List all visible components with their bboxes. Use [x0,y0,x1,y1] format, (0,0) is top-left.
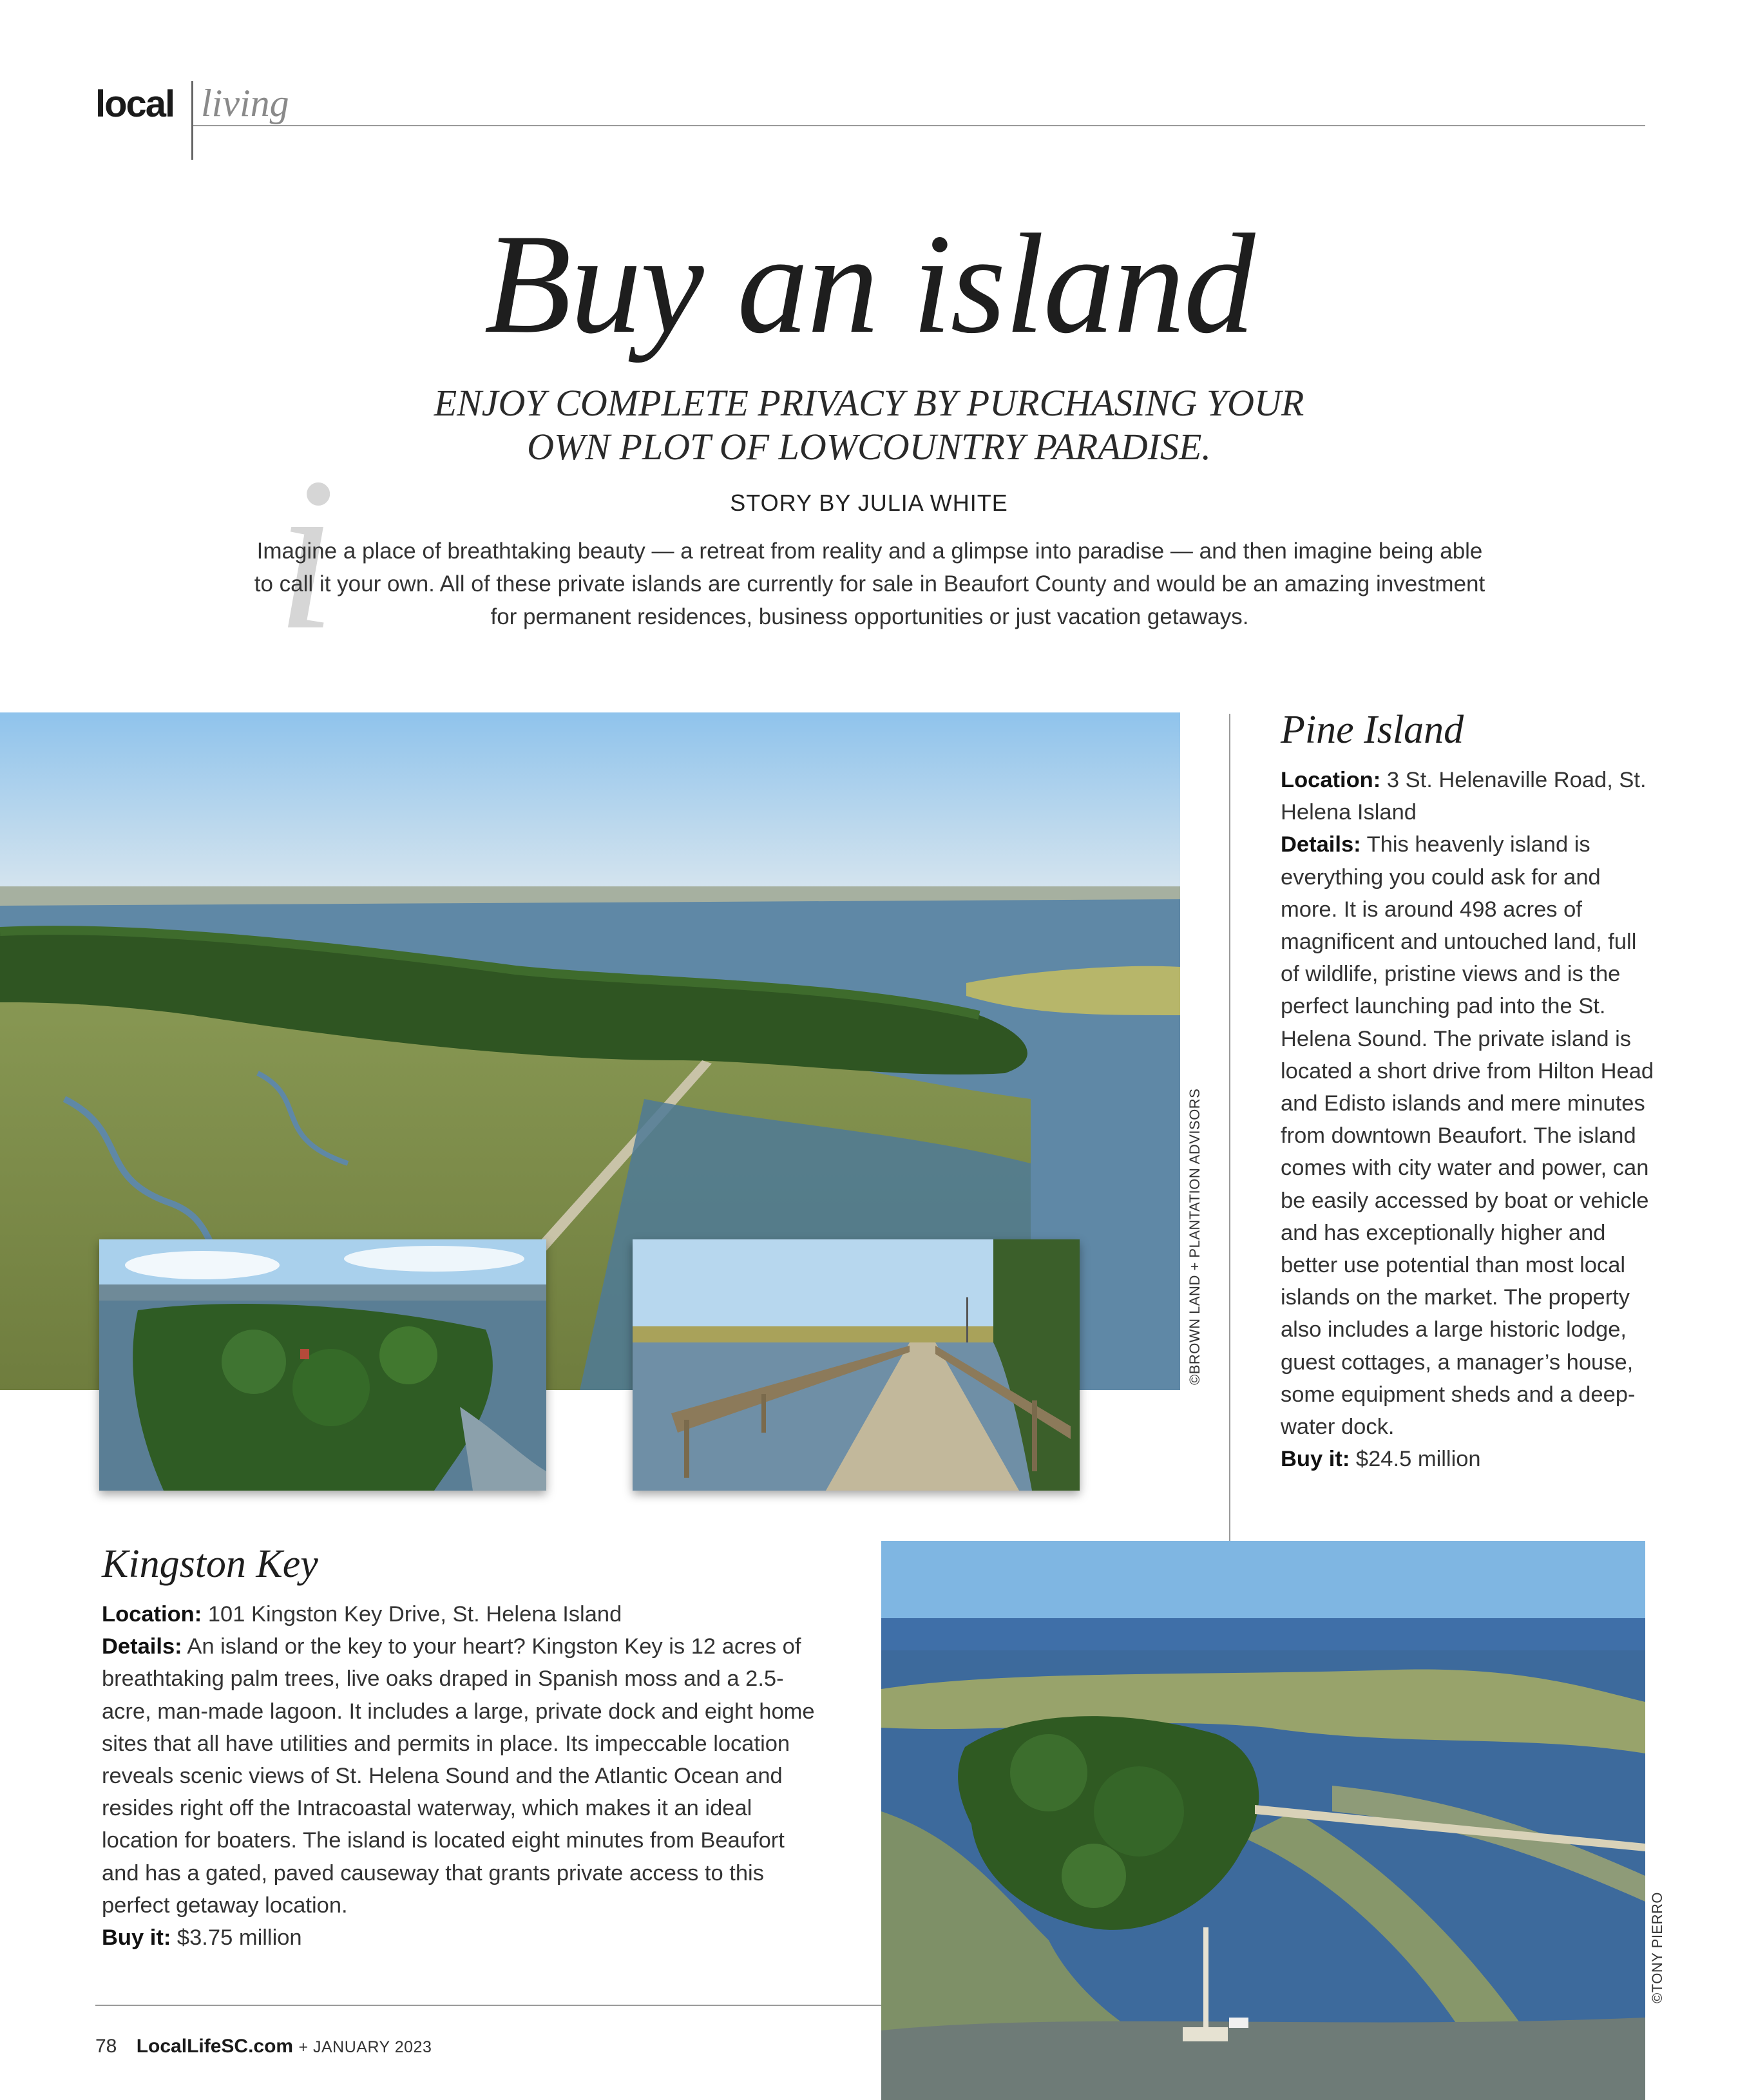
article-title: Buy an island [484,205,1254,363]
subsection-label: living [201,82,289,124]
column-rule [1229,714,1230,1545]
footer-site: LocalLifeSC.com [136,2036,294,2057]
kingston-details: An island or the key to your heart? Kingston Key is 12 acres of breathtaking palm trees, live oaks draped in Spanish moss and a 2.5-acre, man-made lagoon. It includes a large, private dock and eight home sites that all have utilities and permits in place. Its impeccable location reveals scenic views of St. Helena Sound and the Atlantic Ocean and resides right off the Intracoastal waterway, which makes it an ideal location for boaters. The island is located eight minutes from Beaufort and has a gated, paved causeway that grants private access to this perfect getaway location. [102,1634,815,1918]
kingston-key-aerial-photo [881,1541,1645,2100]
byline: STORY BY JULIA WHITE [730,490,1008,516]
header-rule [193,125,1645,126]
pine-island-body [1281,764,1654,1475]
drop-cap: i [276,432,337,675]
subtitle-line-2: OWN PLOT OF LOWCOUNTRY PARADISE. [527,426,1211,468]
kingston-price: $3.75 million [177,1925,302,1951]
pine-location: 3 St. Helenaville Road, St. Helena Island [1281,768,1647,825]
pine-details: This heavenly island is everything you could ask for and more. It is around 498 acres of magnificent and untouched land, full of wildlife, pristine views and is the perfect launching pad into the St. Helena Sound. The private island is located a short drive from Hilton Head and Edisto islands and mere minutes from downtown Beaufort. The island comes with city water and power, can be easily accessed by boat or vehicle and has exceptionally higher and better use potential than most local islands on the market. The property also includes a large historic lodge, guest cottages, a manager’s house, some equipment sheds and a deep-water dock. [1281,832,1654,1440]
pine-island-causeway-photo [633,1239,1080,1491]
pine-details-label: Details: [1281,832,1361,857]
footer-date: + JANUARY 2023 [298,2038,432,2056]
pine-island-title: Pine Island [1281,708,1464,752]
pine-price-label: Buy it: [1281,1447,1350,1472]
kingston-location-label: Location: [102,1602,202,1627]
section-label: local [95,83,175,125]
footer-rule [95,2005,881,2006]
pine-location-label: Location: [1281,768,1381,792]
article-subtitle [0,381,1738,469]
kingston-key-title: Kingston Key [102,1542,318,1586]
pine-island-forest-photo [99,1239,546,1491]
pine-price: $24.5 million [1355,1447,1481,1472]
kingston-price-label: Buy it: [102,1925,171,1951]
subtitle-line-1: ENJOY COMPLETE PRIVACY BY PURCHASING YOUR [434,382,1304,424]
pine-island-listing [1281,702,1654,1475]
photo-credit-kingston: ©TONY PIERRO [1649,1892,1665,2003]
header-divider [191,81,193,160]
kingston-key-listing [102,1536,823,1954]
kingston-location: 101 Kingston Key Drive, St. Helena Island [207,1602,622,1627]
intro-paragraph: Imagine a place of breathtaking beauty — a retreat from reality and a glimpse into paradise — and then imagine being able to call it your own. All of these private islands are currently for sale in Beaufort County and would be an amazing investment for permanent residences, business opportunities or just vacation getaways. [254,539,1485,629]
page-number: 78 [95,2036,117,2057]
kingston-key-body [102,1598,823,1954]
page-footer [95,2036,432,2057]
kingston-details-label: Details: [102,1634,182,1659]
photo-credit-pine: ©BROWN LAND + PLANTATION ADVISORS [1187,1088,1203,1385]
